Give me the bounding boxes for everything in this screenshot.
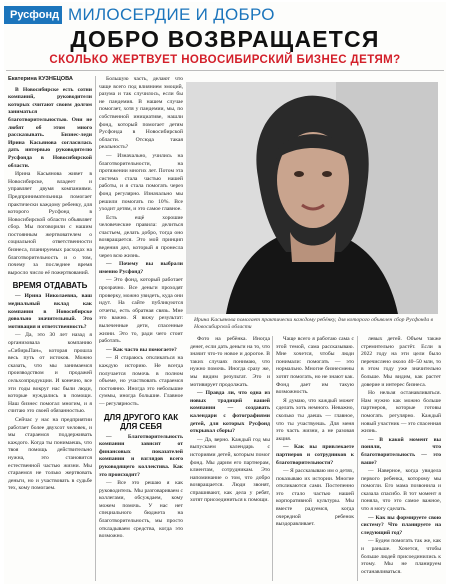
paragraph: Фото на ребёнка. Иногда денег, если дать деньги на то, что значит что-то новое и дорогое. В таких случаях понимаю, что нужно помочь. Иногда сразу же, мы видим результат. Это и мотивирует продолжать. [190, 336, 270, 388]
paragraph: — Да, верно. Каждый год мы выпускаем календарь с историями детей, которым помог фонд. Мы дарим его партнерам, клиентам, сотрудникам. Это напоминание о том, что добро возвращается. Люди звонят, спрашивают, как дела у ребят, хотят присоединиться к помощи. [190, 436, 270, 504]
photo-caption: Ирина Касьянова помогает практически каждому ребёнку, для которого объявлен сбор Русфонда в Новосибирской области [194, 317, 433, 330]
column-3 [190, 336, 270, 506]
paragraph: — Это фонд, который работает прозрачно. Все деньги проходят проверку, можно увидеть, куда они идут. На сайте публикуются отчеты, есть обратная связь. Мне это важно. Я вижу результат: вылеченные дети, спасенные жизни. Это то, ради чего стоит работать. [99, 277, 183, 345]
paragraph: левых детей. Объем также стремительно растёт. Если в 2022 году на эти цели было перечислено около 40–50 млн, то в этом году уже значительно больше. Мы видим, как растет доверие и интерес бизнеса. [361, 336, 441, 388]
article-headline: ДОБРО ВОЗВРАЩАЕТСЯ [70, 26, 380, 52]
column-4 [276, 336, 354, 530]
paragraph: — Да, это 30 лет назад я организовала компанию «СибирьПан», которая прошла весь путь от истоков. Можно сказать, что мы занимаемся производством и продажей сельхозпродукции. И конечно, все эти годы вокруг нас были люди, которые нуждались в помощи. Наш бизнес помогал многим, и я считаю это своей обязанностью. [8, 332, 92, 415]
article-lead: В Новосибирске есть сотни компаний, руководители которых считают своим долгом заниматься благотворительностью. Они не любят об этом много рассказывать. Бизнес-леди Ирина Касьянова согласилась дать интервью руководителю Русфонда в Новосибирской области. [8, 86, 92, 169]
paragraph: Но нельзя останавливаться. Нам нужно как можно больше партнеров, которые готовы помогать регулярно. Каждый новый участник — это спасенная жизнь. [361, 390, 441, 435]
author-byline: Екатерина КУЗНЕЦОВА [8, 76, 73, 82]
column-divider [272, 336, 273, 581]
question: — Почему вы выбрали именно Русфонд? [99, 261, 183, 275]
article-subheadline: СКОЛЬКО ЖЕРТВУЕТ НОВОСИБИРСКИЙ БИЗНЕС ДЕТЯМ? [49, 54, 401, 66]
question: — Благотворительность компании зависит от финансовых показателей компании и взглядов всего руководящего коллектива. Как это происходит? [99, 433, 183, 478]
section-title: МИЛОСЕРДИЕ И ДОБРО [68, 5, 275, 24]
paragraph: Я думаю, что каждый может сделать хоть немного. Неважно, сколько ты даешь — главное, что ты участвуешь. Для меня это часть жизни, а не разовая акция. [276, 397, 354, 442]
portrait-illustration [186, 82, 438, 314]
question: — Правда ли, что одна из новых традиций вашей компании — создавать календари с фотографиями детей, для которых Русфонд открывал сборы? [190, 390, 270, 435]
rubric-bar [4, 6, 446, 24]
article-photo [186, 82, 438, 314]
column-divider [95, 76, 96, 581]
rubric-logo: Русфонд [4, 6, 62, 24]
section-heading: ВРЕМЯ ОТДАВАТЬ [12, 281, 88, 291]
newspaper-page [4, 2, 446, 584]
column-1 [8, 76, 92, 494]
question: — Как вы привлекаете партнеров и сотрудников к благотворительности? [276, 444, 354, 466]
column-5 [361, 336, 441, 577]
paragraph: — Наверное, когда увидела первого ребенка, которому мы помогли. Его мама позвонила и сказала спасибо. В тот момент я поняла, что это самое важное, что я могу сделать. [361, 468, 441, 513]
paragraph: Ирина Касьянова живет в Новосибирске, владеет и управляет двумя компаниями. Предпринимательница помогает практически каждому ребенку, для которого Русфонд в Новосибирской области объявляет сбор. Мы поговорили с нашим постоянным жертвователем о социальной ответственности бизнеса, планируемых расходах на благотворительность и о том, почему за последнее время выросло число её пожертвований. [8, 171, 92, 276]
column-2 [99, 76, 183, 542]
paragraph: — Будем помогать так же, как и раньше. Хочется, чтобы больше людей присоединились к этому. Мы не планируем останавливаться. [361, 538, 441, 575]
header-divider [6, 70, 444, 71]
paragraph: — Все это решаю я как руководитель. Мы разговариваем с коллегами, обсуждаем, кому можем помочь. У нас нет специального бюджета на благотворительность, мы просто откладываем средства, когда это возможно. [99, 480, 183, 540]
paragraph: — Изначально, учились на благотворительности, на протяжении многих лет. Потом эта система стала частью нашей работы, и я стала помогать через фонд регулярно. Изначально мы решили помогать по 10%. Все уходит детям, и это самое главное. [99, 152, 183, 213]
paragraph: Сейчас у нас на предприятии работает более двухсот человек, и мы стараемся поддерживать каждого. Когда ты понимаешь, что твоя помощь действительно нужна, это становится естественной частью жизни. Мы стараемся не только жертвовать деньги, но и участвовать в судьбе тех, кому помогаем. [8, 416, 92, 492]
paragraph: Есть ещё хорошие человеческие правила: делиться счастьем, делать добро, тогда оно возвращается. Это мой принцип ведения дел, который я пронесла через всю жизнь. [99, 214, 183, 259]
question: — Как вы формируете свою систему? Что планируете на следующий год? [361, 514, 441, 536]
question: — В какой момент вы поняли, что благотворительность — это ваше? [361, 436, 441, 466]
column-divider [357, 336, 358, 581]
question: — Ирина Николаевна, ваш медиальный вклад как компании в Новосибирске довольно значительный. Это мотивация и ответственность? [8, 293, 92, 330]
paragraph: — Я рассказываю им о детях, показываю их истории. Многие откликаются сами. Постепенно это стало частью нашей корпоративной культуры. Мы вместе радуемся, когда очередной ребенок выздоравливает. [276, 468, 354, 528]
question: — Как часто вы помогаете? [106, 346, 177, 353]
section-heading: ДЛЯ ДРУГОГО КАК ДЛЯ СЕБЯ [103, 412, 179, 431]
paragraph: Чаще всего я работаю сама с этой темой, сама рассказываю. Мне хочется, чтобы люди понимали: помогать — это нормально. Многие бизнесмены хотят помогать, но не знают как. Фонд дает им такую возможность. [276, 336, 354, 396]
paragraph: Большую часть, делают что чаще всего под влиянием эмоций, разума и так случилось, если бы не пандемия. В нашем случае помогает, хотя у пандемии, мы, по собственной инициативе, нашли фонд, который помогает детям Русфонда в Новосибирской области. Отсюда такая реальность? [99, 76, 183, 151]
paragraph: — Я стараюсь откликаться на каждую историю. Не всегда получается помочь в полном объеме, но участвовать стараемся постоянно. Иногда это небольшие суммы, иногда большие. Главное — регулярность. [99, 355, 183, 407]
